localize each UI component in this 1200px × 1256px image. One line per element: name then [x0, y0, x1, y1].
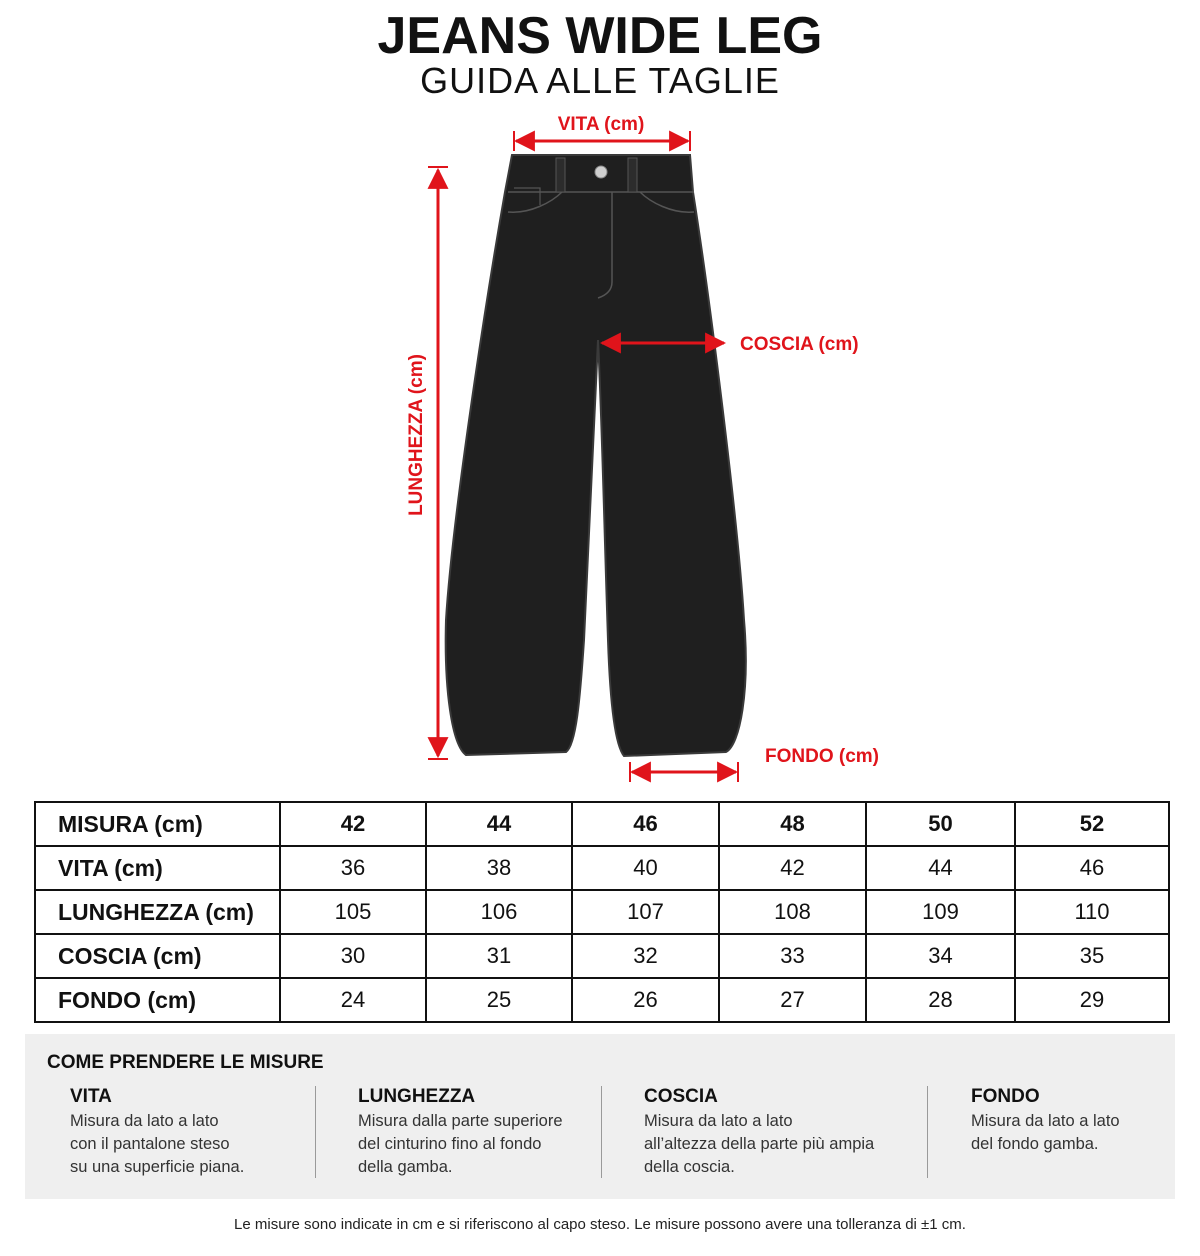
size-cell: 50	[866, 802, 1015, 846]
howto-column-title: VITA	[70, 1086, 112, 1107]
jeans-measurement-diagram	[0, 100, 1200, 790]
howto-column-title: LUNGHEZZA	[358, 1086, 476, 1107]
table-cell: 42	[719, 846, 866, 890]
table-cell: 46	[1015, 846, 1169, 890]
table-row	[35, 934, 1169, 978]
table-cell: 30	[280, 934, 426, 978]
table-row	[35, 846, 1169, 890]
table-cell: 35	[1015, 934, 1169, 978]
belt-loop-right	[628, 158, 637, 192]
table-cell: 110	[1015, 890, 1169, 934]
table-cell: 107	[572, 890, 719, 934]
size-cell: 44	[426, 802, 572, 846]
vita-label: VITA (cm)	[557, 114, 645, 135]
row-label: LUNGHEZZA (cm)	[35, 890, 280, 934]
size-cell: 46	[572, 802, 719, 846]
page-subtitle: GUIDA ALLE TAGLIE	[420, 60, 780, 101]
jeans-illustration	[446, 155, 746, 756]
howto-column-text: Misura da lato a lato all’altezza della parte più ampia della coscia.	[644, 1112, 875, 1176]
howto-column-title: FONDO	[971, 1086, 1040, 1107]
how-to-measure-title: COME PRENDERE LE MISURE	[47, 1052, 324, 1073]
size-cell: 42	[280, 802, 426, 846]
table-cell: 25	[426, 978, 572, 1022]
table-row	[35, 890, 1169, 934]
table-cell: 109	[866, 890, 1015, 934]
table-cell: 33	[719, 934, 866, 978]
footnote: Le misure sono indicate in cm e si riferiscono al capo steso. Le misure possono avere una tolleranza di ±1 cm.	[234, 1216, 966, 1233]
table-cell: 31	[426, 934, 572, 978]
table-cell: 34	[866, 934, 1015, 978]
table-cell: 44	[866, 846, 1015, 890]
howto-column-title: COSCIA	[644, 1086, 718, 1107]
table-cell: 105	[280, 890, 426, 934]
table-cell: 40	[572, 846, 719, 890]
table-cell: 27	[719, 978, 866, 1022]
howto-column-text: Misura da lato a lato con il pantalone steso su una superficie piana.	[70, 1112, 245, 1176]
table-cell: 108	[719, 890, 866, 934]
table-cell: 28	[866, 978, 1015, 1022]
table-cell: 26	[572, 978, 719, 1022]
jeans-body	[446, 155, 746, 756]
table-header-row	[35, 802, 1169, 846]
column-divider	[601, 1086, 602, 1178]
header-cell: MISURA (cm)	[35, 802, 280, 846]
size-cell: 48	[719, 802, 866, 846]
table-cell: 24	[280, 978, 426, 1022]
howto-column-vita	[70, 1086, 244, 1179]
waist-button	[595, 166, 607, 178]
size-table	[34, 801, 1170, 1023]
size-cell: 52	[1015, 802, 1169, 846]
howto-column-coscia	[644, 1086, 874, 1179]
table-cell: 29	[1015, 978, 1169, 1022]
belt-loop-left	[556, 158, 565, 192]
row-label: VITA (cm)	[35, 846, 280, 890]
page-title: JEANS WIDE LEG	[377, 7, 823, 65]
howto-column-fondo	[971, 1086, 1120, 1156]
column-divider	[315, 1086, 316, 1178]
howto-column-text: Misura da lato a lato del fondo gamba.	[971, 1112, 1120, 1153]
table-cell: 32	[572, 934, 719, 978]
fondo-label: FONDO (cm)	[765, 746, 879, 767]
table-cell: 36	[280, 846, 426, 890]
lunghezza-label: LUNGHEZZA (cm)	[406, 354, 427, 516]
row-label: FONDO (cm)	[35, 978, 280, 1022]
coscia-label: COSCIA (cm)	[740, 334, 859, 355]
howto-column-lunghezza	[358, 1086, 563, 1179]
table-cell: 106	[426, 890, 572, 934]
row-label: COSCIA (cm)	[35, 934, 280, 978]
how-to-measure-panel	[25, 1034, 1175, 1199]
table-row	[35, 978, 1169, 1022]
howto-column-text: Misura dalla parte superiore del cinturino fino al fondo della gamba.	[358, 1112, 563, 1176]
column-divider	[927, 1086, 928, 1178]
table-cell: 38	[426, 846, 572, 890]
